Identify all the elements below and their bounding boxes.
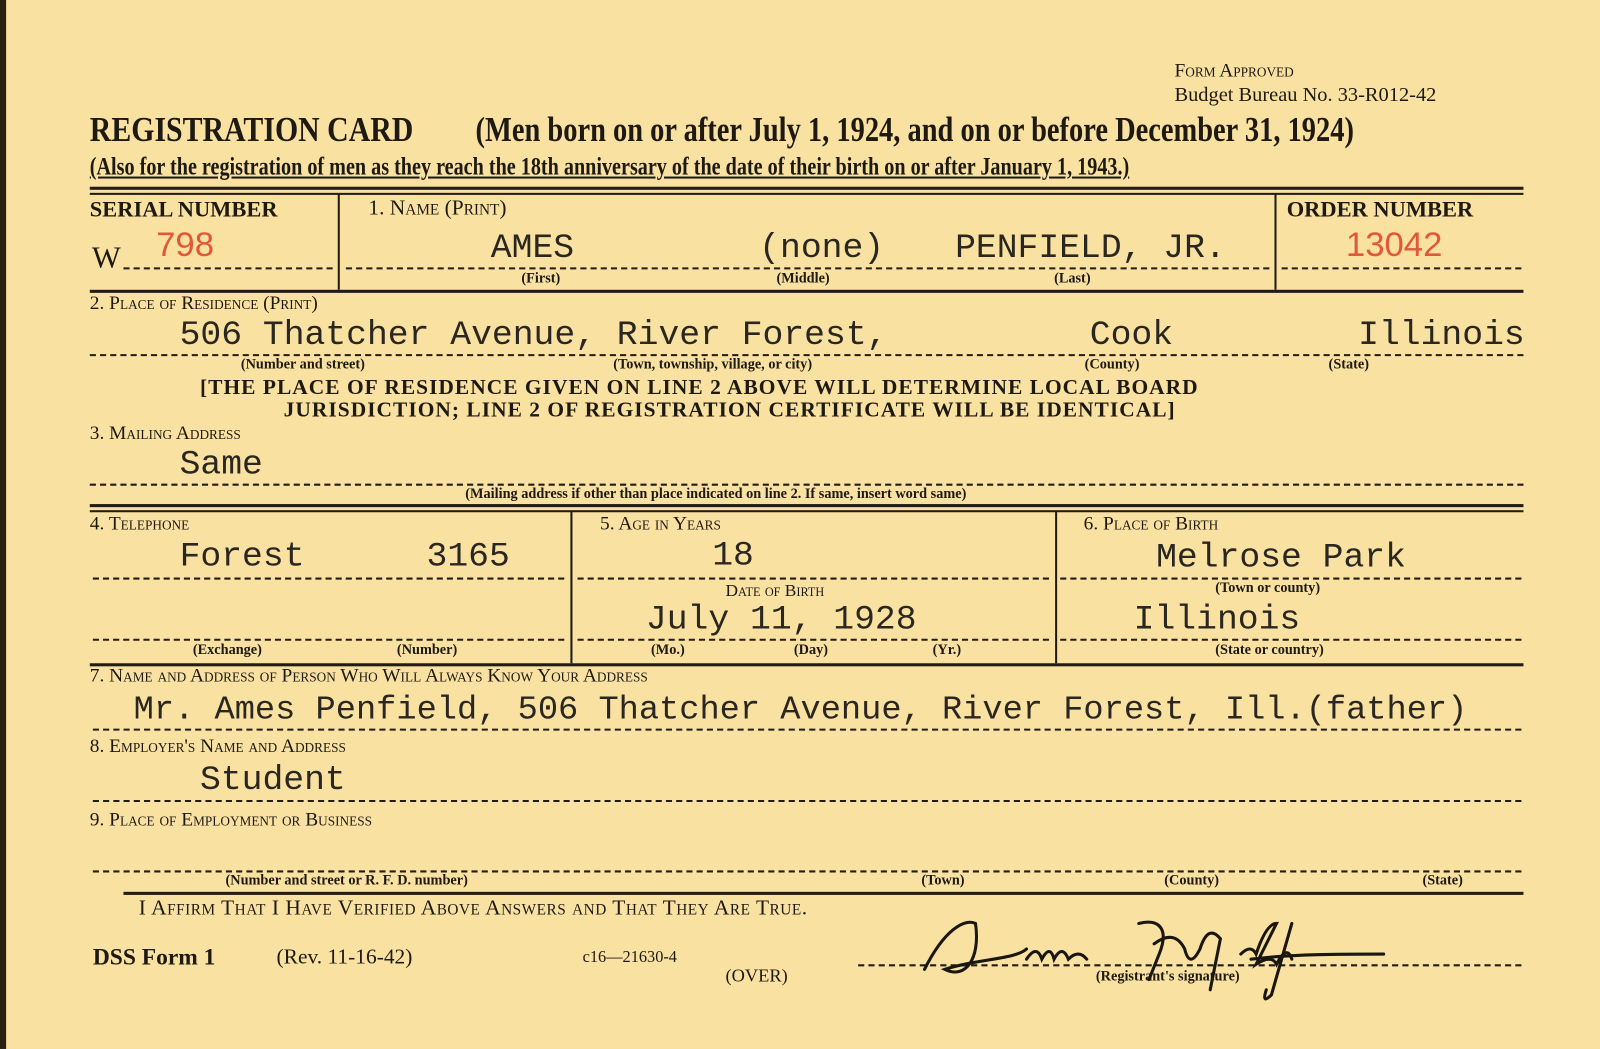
residence-county: Cook: [1089, 316, 1174, 356]
employment-town-caption: (Town): [921, 873, 965, 889]
street-caption: (Number and street): [240, 357, 365, 373]
month-caption: (Mo.): [651, 642, 685, 659]
residence-street: 506 Thatcher Avenue, River Forest,: [179, 316, 888, 356]
middle-name-caption: (Middle): [776, 271, 830, 287]
jurisdiction-notice-2: JURISDICTION; LINE 2 OF REGISTRATION CERTIFICATE WILL BE IDENTICAL]: [283, 396, 1176, 422]
employment-state-caption: (State): [1422, 873, 1463, 889]
form-id: DSS Form 1: [92, 943, 216, 970]
mailing-caption: (Mailing address if other than place indicated on line 2. If same, insert word same): [465, 486, 967, 503]
middle-name: (none): [759, 229, 885, 269]
employment-label: 9. Place of Employment or Business: [89, 809, 372, 831]
telephone-number: 3165: [426, 537, 510, 577]
print-code: c16—21630-4: [582, 948, 677, 967]
mailing-value: Same: [179, 445, 263, 485]
contact-value: Mr. Ames Penfield, 506 Thatcher Avenue, River Forest, Ill.(father): [133, 690, 1468, 729]
order-number-label: ORDER NUMBER: [1286, 195, 1474, 222]
order-number-value: 13042: [1345, 225, 1443, 265]
employment-county-caption: (County): [1164, 873, 1220, 889]
affirmation: I Affirm That I Have Verified Above Answers and That They Are True.: [138, 894, 808, 920]
form-subtitle: (Also for the registration of men as they reach the 18th anniversary of the date of their birth on or after January 1, 1943.): [89, 153, 1130, 181]
age-value: 18: [712, 536, 754, 576]
name-label: 1. Name (Print): [368, 194, 507, 220]
birthplace-label: 6. Place of Birth: [1083, 513, 1219, 535]
serial-prefix: W: [91, 240, 121, 275]
birth-town-caption: (Town or county): [1215, 580, 1321, 596]
employer-label: 8. Employer's Name and Address: [89, 735, 346, 758]
age-label: 5. Age in Years: [599, 513, 721, 535]
birthplace-state: Illinois: [1133, 601, 1301, 640]
registrant-signature: [904, 898, 1394, 1010]
budget-bureau-number: Budget Bureau No. 33-R012-42: [1174, 83, 1437, 107]
residence-label: 2. Place of Residence (Print): [89, 292, 318, 315]
state-caption: (State): [1328, 357, 1370, 373]
jurisdiction-notice-1: [THE PLACE OF RESIDENCE GIVEN ON LINE 2 ABOVE WILL DETERMINE LOCAL BOARD: [199, 374, 1199, 399]
over-note: (OVER): [725, 965, 788, 986]
birth-state-caption: (State or country): [1215, 642, 1324, 659]
number-caption: (Number): [396, 642, 458, 659]
day-caption: (Day): [793, 642, 828, 659]
last-name: PENFIELD, JR.: [955, 229, 1226, 269]
county-caption: (County): [1084, 357, 1140, 373]
form-revision: (Rev. 11-16-42): [276, 943, 413, 969]
telephone-exchange: Forest: [179, 537, 305, 577]
signature-caption: (Registrant's signature): [1095, 969, 1240, 985]
first-name: AMES: [490, 229, 575, 269]
dob-label: Date of Birth: [725, 580, 825, 600]
town-caption: (Town, township, village, or city): [613, 357, 813, 373]
employer-value: Student: [199, 761, 346, 800]
last-name-caption: (Last): [1054, 271, 1091, 287]
residence-state: Illinois: [1358, 316, 1525, 356]
exchange-caption: (Exchange): [192, 642, 262, 659]
serial-number-label: SERIAL NUMBER: [89, 195, 278, 222]
form-title: REGISTRATION CARD: [89, 111, 414, 149]
mailing-label: 3. Mailing Address: [89, 422, 241, 444]
form-approved: Form Approved: [1174, 60, 1294, 82]
dob-value: July 11, 1928: [645, 601, 917, 640]
serial-number-value: 798: [156, 225, 215, 265]
form-title-note: (Men born on or after July 1, 1924, and on or before December 31, 1924): [475, 111, 1354, 149]
birthplace-town: Melrose Park: [1156, 538, 1406, 578]
telephone-label: 4. Telephone: [89, 513, 190, 535]
year-caption: (Yr.): [932, 642, 962, 659]
first-name-caption: (First): [521, 271, 561, 287]
contact-label: 7. Name and Address of Person Who Will Always Know Your Address: [89, 665, 648, 687]
employment-street-caption: (Number and street or R. F. D. number): [225, 873, 468, 889]
